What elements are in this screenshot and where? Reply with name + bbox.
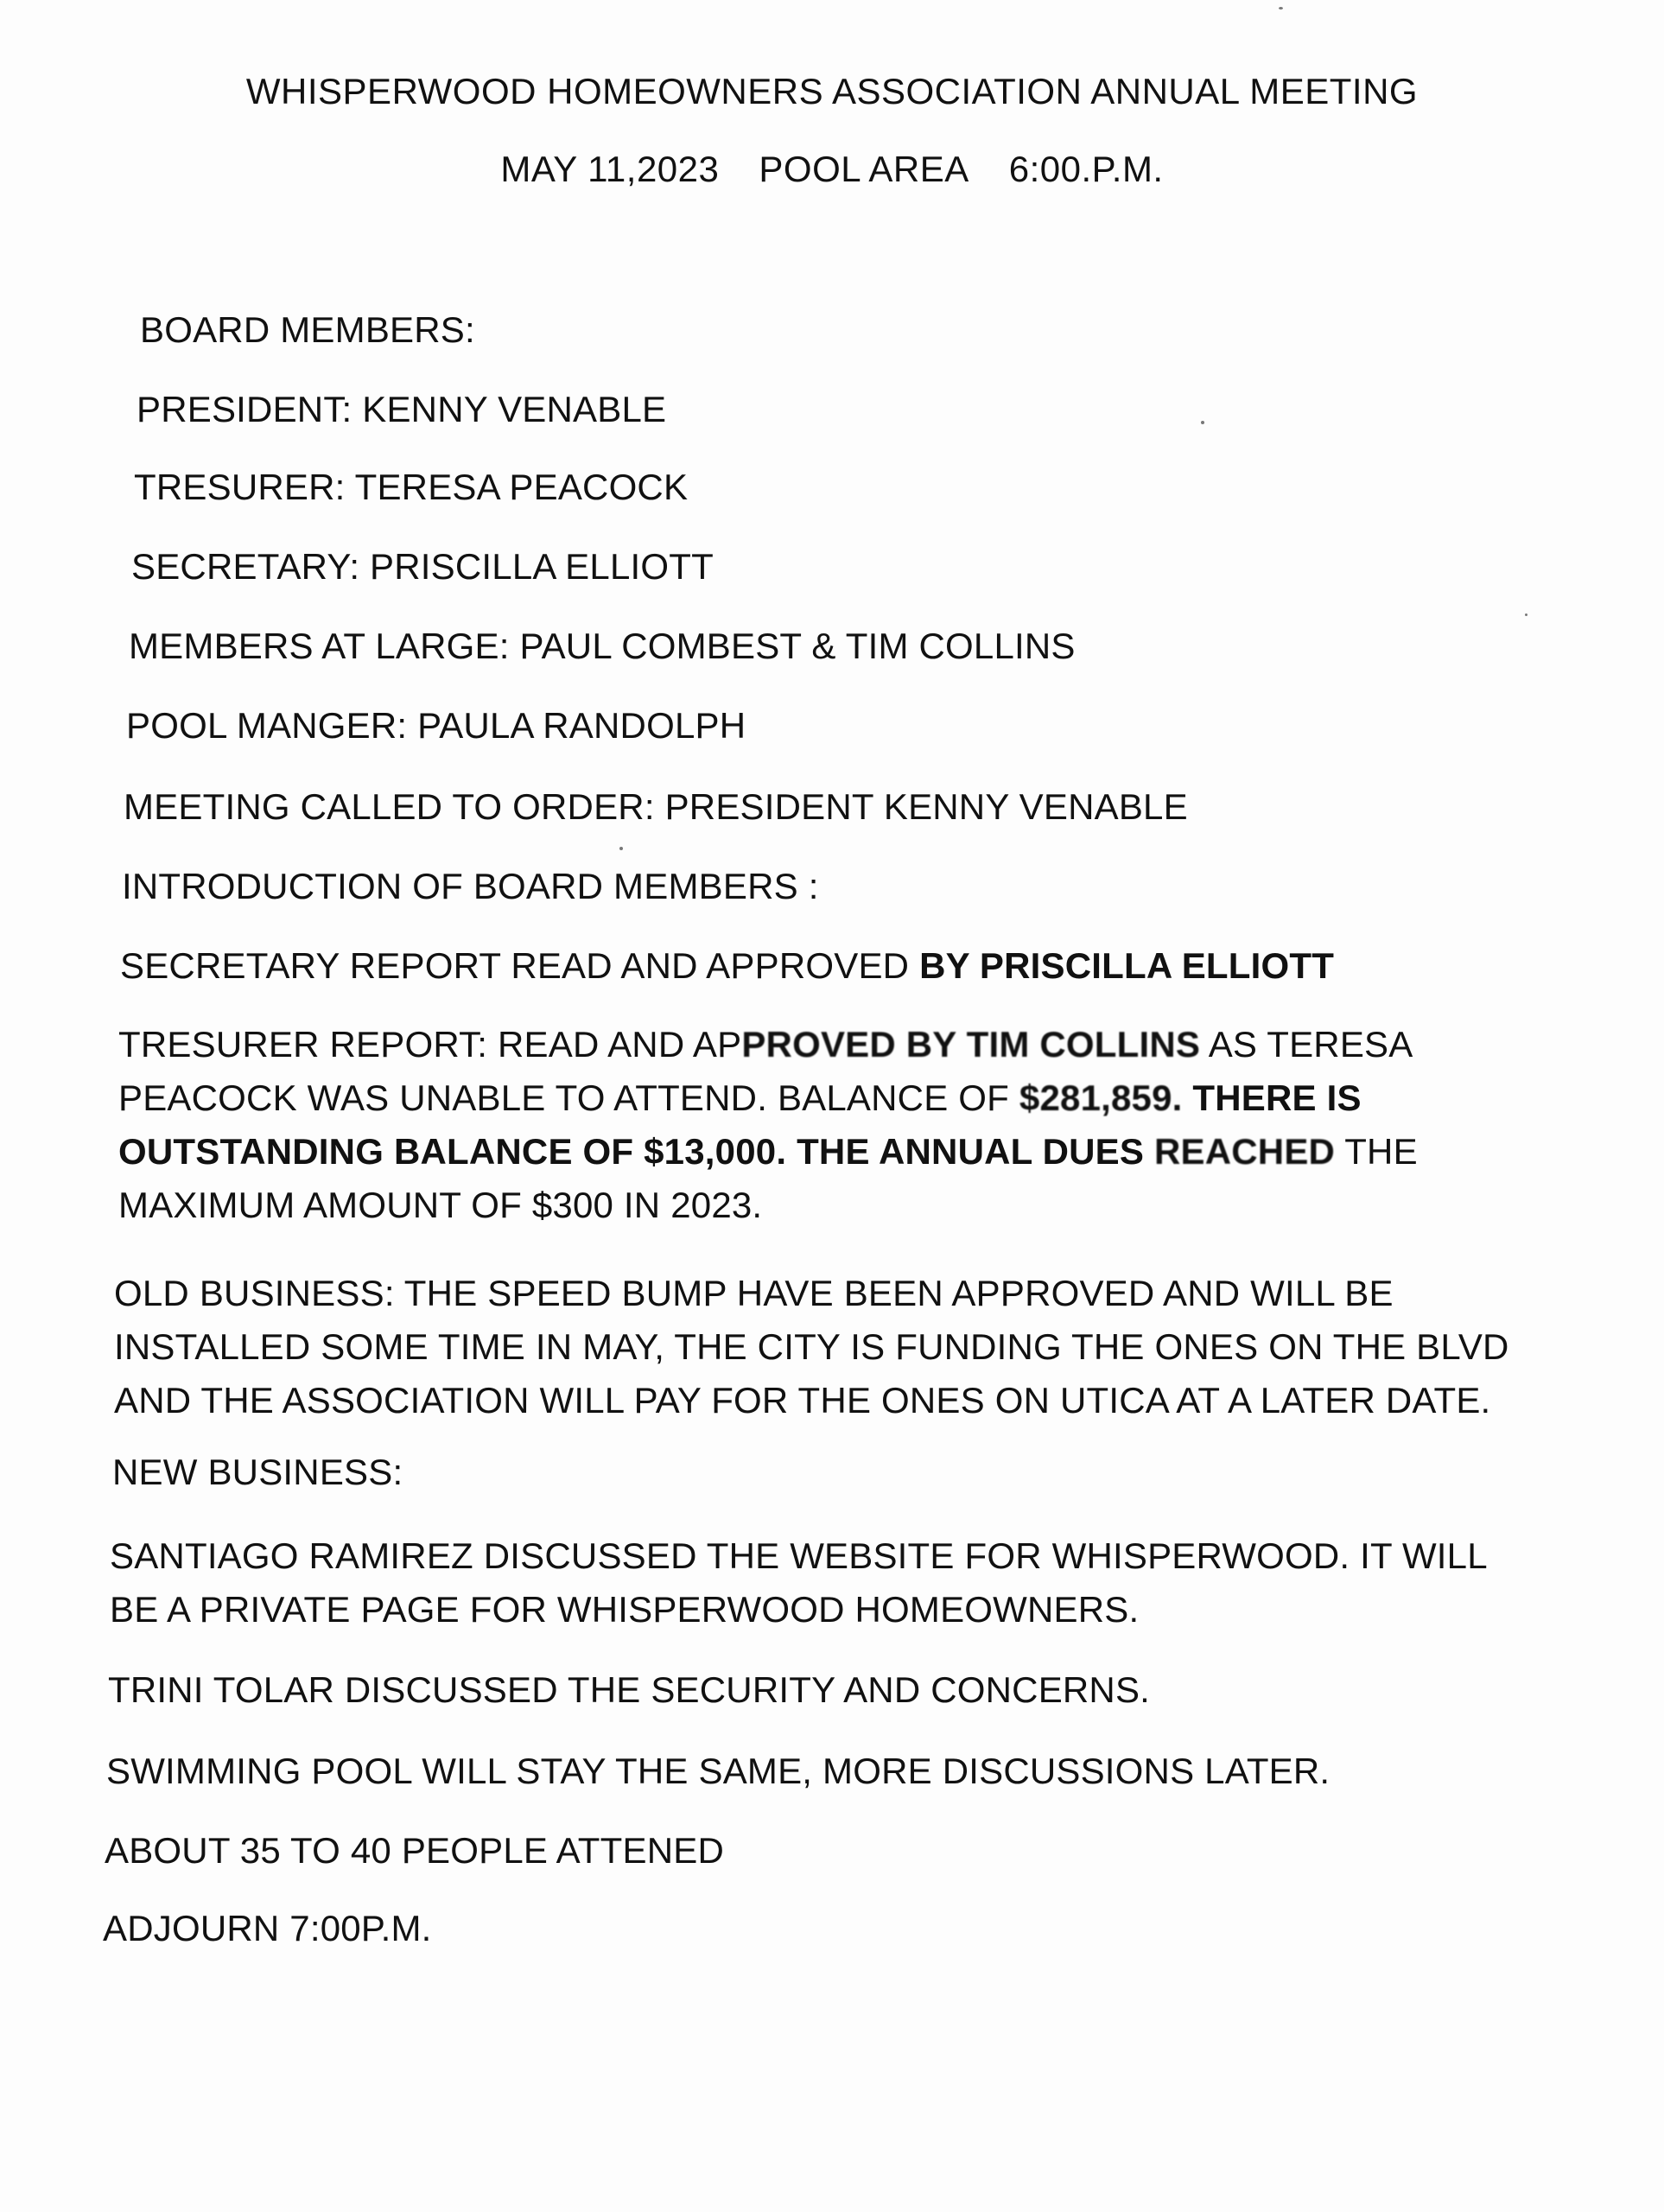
new-business-website: SANTIAGO RAMIREZ DISCUSSED THE WEBSITE FOR WHISPERWOOD. IT WILL BE A PRIVATE PAGE FOR WHISPERWOOD HOMEOWNERS. [110, 1535, 1487, 1630]
board-members-at-large: MEMBERS AT LARGE: PAUL COMBEST & TIM COLLINS [129, 626, 1076, 666]
treasurer-report-text-2: AS TERESA PEACOCK WAS UNABLE TO ATTEND. BALANCE OF [118, 1024, 1412, 1118]
secretary-report-approver: BY PRISCILLA ELLIOTT [919, 945, 1335, 986]
board-treasurer: TRESURER: TERESA PEACOCK [134, 467, 689, 507]
board-president: PRESIDENT: KENNY VENABLE [137, 389, 667, 429]
scan-speck [1201, 421, 1204, 424]
meeting-time: 6:00.P.M. [1008, 149, 1164, 189]
adjourn: ADJOURN 7:00P.M. [103, 1908, 432, 1948]
new-business-pool: SWIMMING POOL WILL STAY THE SAME, MORE DISCUSSIONS LATER. [106, 1751, 1331, 1791]
treasurer-balance: $281,859. [1019, 1077, 1183, 1118]
new-business-heading: NEW BUSINESS: [112, 1452, 403, 1492]
meeting-date: MAY 11,2023 [500, 149, 720, 189]
treasurer-report-text-3: THERE IS OUTSTANDING BALANCE OF $13,000. THE ANNUAL DUES [118, 1077, 1362, 1172]
meeting-details [0, 149, 1664, 190]
treasurer-report-approver: PROVED BY TIM COLLINS [741, 1024, 1201, 1065]
introduction-of-board: INTRODUCTION OF BOARD MEMBERS : [122, 866, 819, 906]
secretary-report [120, 945, 1334, 987]
meeting-place: POOL AREA [759, 149, 969, 189]
board-secretary: SECRETARY: PRISCILLA ELLIOTT [131, 546, 714, 587]
treasurer-report-text-4: THE MAXIMUM AMOUNT OF $300 IN 2023. [118, 1131, 1418, 1225]
secretary-report-text: SECRETARY REPORT READ AND APPROVED [120, 945, 920, 986]
scan-speck [1525, 613, 1527, 616]
scan-speck [619, 847, 623, 850]
scan-speck [1279, 7, 1283, 10]
attendance: ABOUT 35 TO 40 PEOPLE ATTENED [105, 1830, 724, 1871]
pool-manager: POOL MANGER: PAULA RANDOLPH [126, 705, 746, 746]
treasurer-smudged-word: REACHED [1153, 1131, 1336, 1172]
treasurer-report-text-1: TRESURER REPORT: READ AND AP [118, 1024, 742, 1065]
old-business: OLD BUSINESS: THE SPEED BUMP HAVE BEEN APPROVED AND WILL BE INSTALLED SOME TIME IN MAY, THE CITY IS FUNDING THE ONES ON THE BLVD AND THE ASSOCIATION WILL PAY FOR THE ONES ON UTICA AT A LATER DATE. [114, 1273, 1509, 1421]
document-title: WHISPERWOOD HOMEOWNERS ASSOCIATION ANNUAL MEETING [245, 71, 1419, 111]
meeting-called-to-order: MEETING CALLED TO ORDER: PRESIDENT KENNY VENABLE [124, 786, 1188, 827]
new-business-security: TRINI TOLAR DISCUSSED THE SECURITY AND CONCERNS. [108, 1669, 1151, 1710]
board-members-heading: BOARD MEMBERS: [140, 309, 475, 350]
treasurer-report [118, 1018, 1535, 1232]
